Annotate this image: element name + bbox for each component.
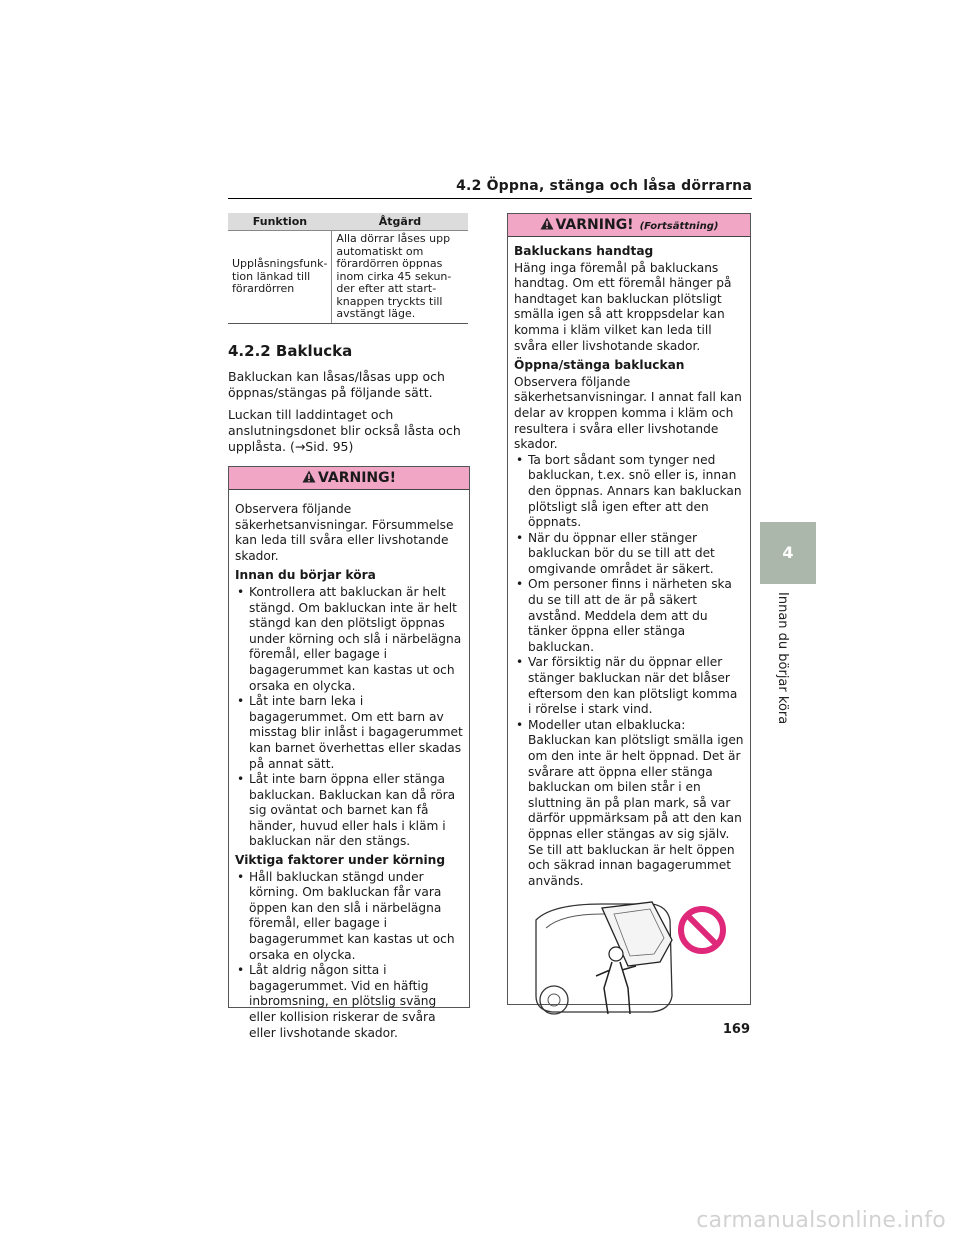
- list-item: • Håll bakluckan stängd under körning. Om bakluckan får vara öppen kan den slå i närbelägna föremål, eller bagage i bagagerummet kan kastas ut och orsaka en olycka.: [235, 870, 463, 964]
- warning-header: [229, 467, 469, 490]
- chapter-tab: 4: [760, 522, 816, 584]
- warning-continued: (Fortsättning): [639, 221, 719, 232]
- watermark: carmanualsonline.info: [696, 1208, 946, 1233]
- warning-intro: Observera följande säkerhetsanvisningar. Försummelse kan leda till svåra eller livshotande skador.: [235, 502, 454, 563]
- warning-body: [229, 490, 469, 1048]
- warning-body: [508, 237, 750, 1029]
- list-item: • När du öppnar eller stänger bakluckan bör du se till att det omgivande området är säkert.: [514, 531, 744, 578]
- chapter-side-title: Innan du börjar köra: [775, 592, 790, 725]
- warning-triangle-icon: [302, 470, 316, 483]
- list-item: • Var försiktig när du öppnar eller stänger bakluckan när det blåser eftersom den kan plötsligt komma i rörelse i stark vind.: [514, 655, 744, 717]
- tailgate-hazard-illustration: [532, 900, 728, 1020]
- warning-text: Observera följande säkerhetsanvisningar. I annat fall kan delar av kroppen komma i kläm och resultera i svåra eller livshotande skador.: [514, 374, 742, 452]
- paragraph-2: Luckan till laddintaget och anslutningsdonet blir också låsta och upplåsta. (→Sid. 95): [228, 407, 461, 454]
- table-cell-action: Alla dörrar låses upp automatiskt om förardörren öppnas inom cirka 45 sekun- der efter att start- knappen tryckts till avstängt läge.: [332, 231, 468, 324]
- warning-list: [514, 453, 744, 890]
- prohibition-icon: [681, 909, 723, 951]
- warning-title: VARNING!: [555, 217, 634, 233]
- warning-subheading: Innan du börjar köra: [235, 568, 376, 583]
- table-header-action: Åtgärd: [332, 213, 468, 231]
- list-item: • Låt aldrig någon sitta i bagagerummet. Vid en häftig inbromsning, en plötslig sväng eller kollision riskerar de svåra eller livshotande skador.: [235, 963, 463, 1041]
- section-header: 4.2 Öppna, stänga och låsa dörrarna: [456, 178, 752, 194]
- table-cell-function: Upplåsningsfunk- tion länkad till förardörren: [228, 231, 332, 324]
- paragraph-1: Bakluckan kan låsas/låsas upp och öppnas/stängas på följande sätt.: [228, 369, 445, 400]
- page-number: 169: [722, 1022, 750, 1037]
- warning-subheading: Bakluckans handtag: [514, 244, 654, 258]
- warning-box-left: [228, 466, 470, 1040]
- section-title: 4.2.2 Baklucka: [228, 342, 353, 360]
- header-rule: [228, 198, 752, 199]
- warning-title: VARNING!: [317, 470, 397, 486]
- list-item: • Ta bort sådant som tynger ned bakluckan, t.ex. snö eller is, innan den öppnas. Annars kan bakluckan plötsligt slå igen efter att den öppnats.: [514, 453, 744, 531]
- list-item: • Modeller utan elbaklucka: Bakluckan kan plötsligt smälla igen om den inte är helt öppnad. Det är svårare att öppna eller stänga bakluckan om bilen står i en sluttning än på plan mark, så var därför uppmärksam på att den kan öppnas eller stängas av sig själv. Se till att bakluckan är helt öppen och säkrad innan bagagerummet används.: [514, 718, 744, 890]
- warning-box-right: [507, 213, 751, 1005]
- list-item: • Om personer finns i närheten ska du se till att de är på säkert avstånd. Meddela dem att du tänker öppna eller stänga bakluckan.: [514, 577, 744, 655]
- warning-text: Häng inga föremål på bakluckans handtag. Om ett föremål hänger på handtaget kan bakluckan plötsligt smälla igen så att kroppsdelar kan komma i kläm vilket kan leda till svåra eller livshotande skador.: [514, 260, 732, 353]
- warning-subheading: Viktiga faktorer under körning: [235, 853, 446, 868]
- warning-triangle-icon: [540, 217, 554, 230]
- table-header-function: Funktion: [228, 213, 332, 231]
- list-item: • Låt inte barn öppna eller stänga bakluckan. Bakluckan kan då röra sig oväntat och barnet kan få händer, huvud eller hals i kläm i bakluckan när den stängs.: [235, 772, 463, 850]
- function-table: [228, 213, 468, 324]
- warning-list: [235, 585, 463, 850]
- table-row: [228, 231, 468, 324]
- list-item: • Låt inte barn leka i bagagerummet. Om ett barn av misstag blir inlåst i bagagerummet kan barnet överhettas eller skadas på annat sätt.: [235, 694, 463, 772]
- warning-subheading: Öppna/stänga bakluckan: [514, 358, 685, 373]
- warning-header: [508, 214, 750, 237]
- warning-list: [235, 870, 463, 1042]
- list-item: • Kontrollera att bakluckan är helt stängd. Om bakluckan inte är helt stängd kan den plötsligt öppnas under körning och slå i närbelägna föremål, eller bagage i bagagerummet kan kastas ut och orsaka en olycka.: [235, 585, 463, 694]
